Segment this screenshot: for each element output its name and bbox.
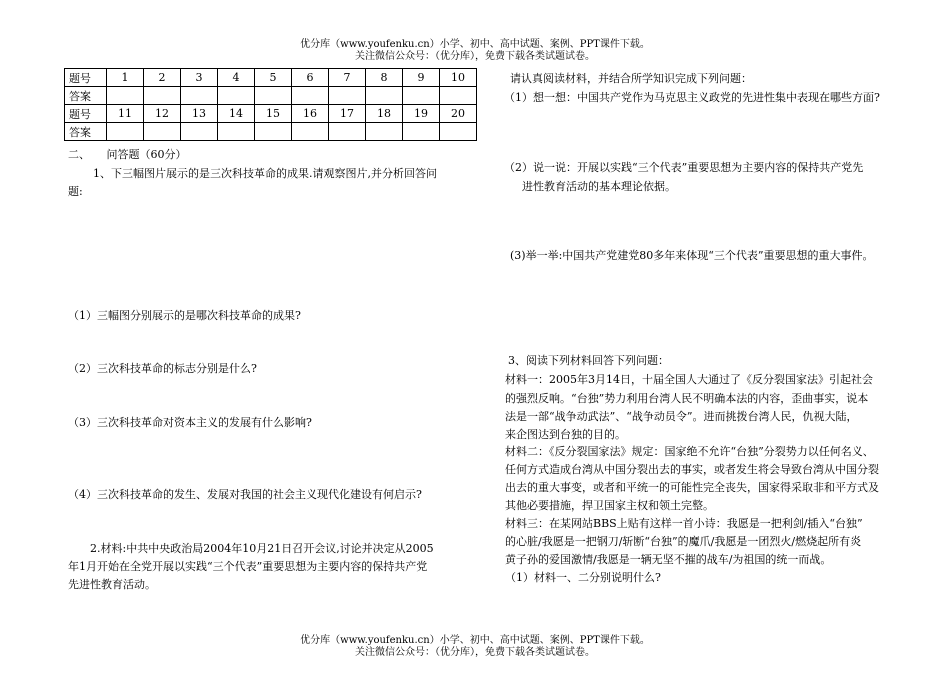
material-1-line: 来企图达到台独的目的。 [505, 428, 626, 441]
question-number: 8 [366, 69, 403, 87]
answer-cell[interactable] [255, 123, 292, 141]
answer-row [65, 87, 477, 105]
question-number-row [65, 105, 477, 123]
answer-cell[interactable] [366, 123, 403, 141]
answer-table [64, 68, 477, 141]
material-3-line: 的心脏/我愿是一把钢刀/斩断“台独”的魔爪/我愿是一团烈火/燃烧起所有炎 [505, 535, 862, 548]
answer-cell[interactable] [255, 87, 292, 105]
question-1-1: （1）三幅图分别展示的是哪次科技革命的成果? [68, 309, 301, 322]
answer-cell[interactable] [144, 123, 181, 141]
material-2-line: 其他必要措施，捍卫国家主权和领土完整。 [505, 499, 714, 512]
question-number-label: 题号 [65, 69, 107, 87]
question-1-3: （3）三次科技革命对资本主义的发展有什么影响? [68, 416, 312, 429]
question-2-2: （2）说一说：开展以实践“三个代表”重要思想为主要内容的保持共产党先 [504, 161, 864, 174]
material-1-line: 的强烈反响。“台独”势力利用台湾人民不明确本法的内容，歪曲事实，说本 [505, 392, 869, 405]
question-1-intro: 1、下三幅图片展示的是三次科技革命的成果.请观察图片,并分析回答问 [93, 167, 437, 180]
answer-cell[interactable] [181, 123, 218, 141]
answer-cell[interactable] [218, 123, 255, 141]
question-number: 18 [366, 105, 403, 123]
question-number: 13 [181, 105, 218, 123]
answer-cell[interactable] [181, 87, 218, 105]
material-3-line: 材料三：在某网站BBS上贴有这样一首小诗：我愿是一把利剑/插入“台独” [505, 517, 863, 530]
answer-cell[interactable] [144, 87, 181, 105]
material-1-line: 法是一部“战争动武法”、“战争动员令”。进而挑拨台湾人民，仇视大陆， [505, 410, 858, 423]
answer-cell[interactable] [292, 87, 329, 105]
answer-label: 答案 [65, 87, 107, 105]
question-number: 12 [144, 105, 181, 123]
material-2-line: 出去的重大事变，或者和平统一的可能性完全丧失，国家得采取非和平方式及 [505, 481, 879, 494]
question-number: 1 [107, 69, 144, 87]
right-intro: 请认真阅读材料，并结合所学知识完成下列问题： [510, 72, 752, 85]
question-number: 17 [329, 105, 366, 123]
question-2-1: （1）想一想：中国共产党作为马克思主义政党的先进性集中表现在哪些方面? [504, 91, 880, 104]
answer-cell[interactable] [107, 87, 144, 105]
question-number: 4 [218, 69, 255, 87]
answer-row [65, 123, 477, 141]
footer-line-1: 优分库（www.youfenku.cn）小学、初中、高中试题、案例、PPT课件下载。 [300, 635, 650, 646]
material-2-line: 材料二：《反分裂国家法》规定：国家绝不允许“台独”分裂势力以任何名义、 [505, 445, 874, 458]
page-footer [0, 635, 950, 659]
question-1-2: （2）三次科技革命的标志分别是什么? [68, 362, 257, 375]
question-number-row [65, 69, 477, 87]
material-2-line: 任何方式造成台湾从中国分裂出去的事实，或者发生将会导致台湾从中国分裂 [505, 463, 879, 476]
question-1-4: （4）三次科技革命的发生、发展对我国的社会主义现代化建设有何启示? [68, 488, 422, 501]
question-number: 20 [440, 105, 477, 123]
question-number: 10 [440, 69, 477, 87]
question-3-1: （1）材料一、二分别说明什么? [505, 571, 661, 584]
answer-cell[interactable] [366, 87, 403, 105]
question-2-material-line-3: 先进性教育活动。 [68, 578, 156, 591]
page-header [0, 39, 950, 63]
answer-cell[interactable] [329, 87, 366, 105]
question-number: 3 [181, 69, 218, 87]
question-number: 2 [144, 69, 181, 87]
question-2-2-cont: 进性教育活动的基本理论依据。 [522, 180, 676, 193]
header-line-2: 关注微信公众号：（优分库），免费下载各类试题试卷。 [355, 51, 595, 62]
answer-cell[interactable] [107, 123, 144, 141]
footer-line-2: 关注微信公众号：（优分库），免费下载各类试题试卷。 [355, 647, 595, 658]
question-number: 14 [218, 105, 255, 123]
question-number: 19 [403, 105, 440, 123]
question-number: 15 [255, 105, 292, 123]
question-2-material-line-2: 年1月开始在全党开展以实践“三个代表”重要思想为主要内容的保持共产党 [68, 560, 428, 573]
answer-cell[interactable] [292, 123, 329, 141]
answer-cell[interactable] [440, 123, 477, 141]
answer-cell[interactable] [403, 123, 440, 141]
material-3-line: 黄子孙的爱国激情/我愿是一辆无坚不摧的战车/为祖国的统一而战。 [505, 553, 832, 566]
question-1-intro-cont: 题: [68, 185, 83, 198]
answer-cell[interactable] [440, 87, 477, 105]
question-number: 6 [292, 69, 329, 87]
question-number: 16 [292, 105, 329, 123]
answer-cell[interactable] [218, 87, 255, 105]
question-2-3: (3)举一举:中国共产党建党80多年来体现“三个代表”重要思想的重大事件。 [510, 249, 874, 262]
question-number: 5 [255, 69, 292, 87]
question-number-label: 题号 [65, 105, 107, 123]
question-number: 11 [107, 105, 144, 123]
question-number: 9 [403, 69, 440, 87]
section-title: 二、 问答题（60分） [68, 148, 187, 161]
question-number: 7 [329, 69, 366, 87]
answer-cell[interactable] [403, 87, 440, 105]
material-1-line: 材料一：2005年3月14日，十届全国人大通过了《反分裂国家法》引起社会 [505, 373, 873, 386]
header-line-1: 优分库（www.youfenku.cn）小学、初中、高中试题、案例、PPT课件下载。 [300, 39, 650, 50]
answer-label: 答案 [65, 123, 107, 141]
question-2-material-line-1: 2.材料:中共中央政治局2004年10月21日召开会议,讨论并决定从2005 [90, 542, 434, 555]
question-3-title: 3、阅读下列材料回答下列问题： [508, 354, 669, 367]
answer-cell[interactable] [329, 123, 366, 141]
